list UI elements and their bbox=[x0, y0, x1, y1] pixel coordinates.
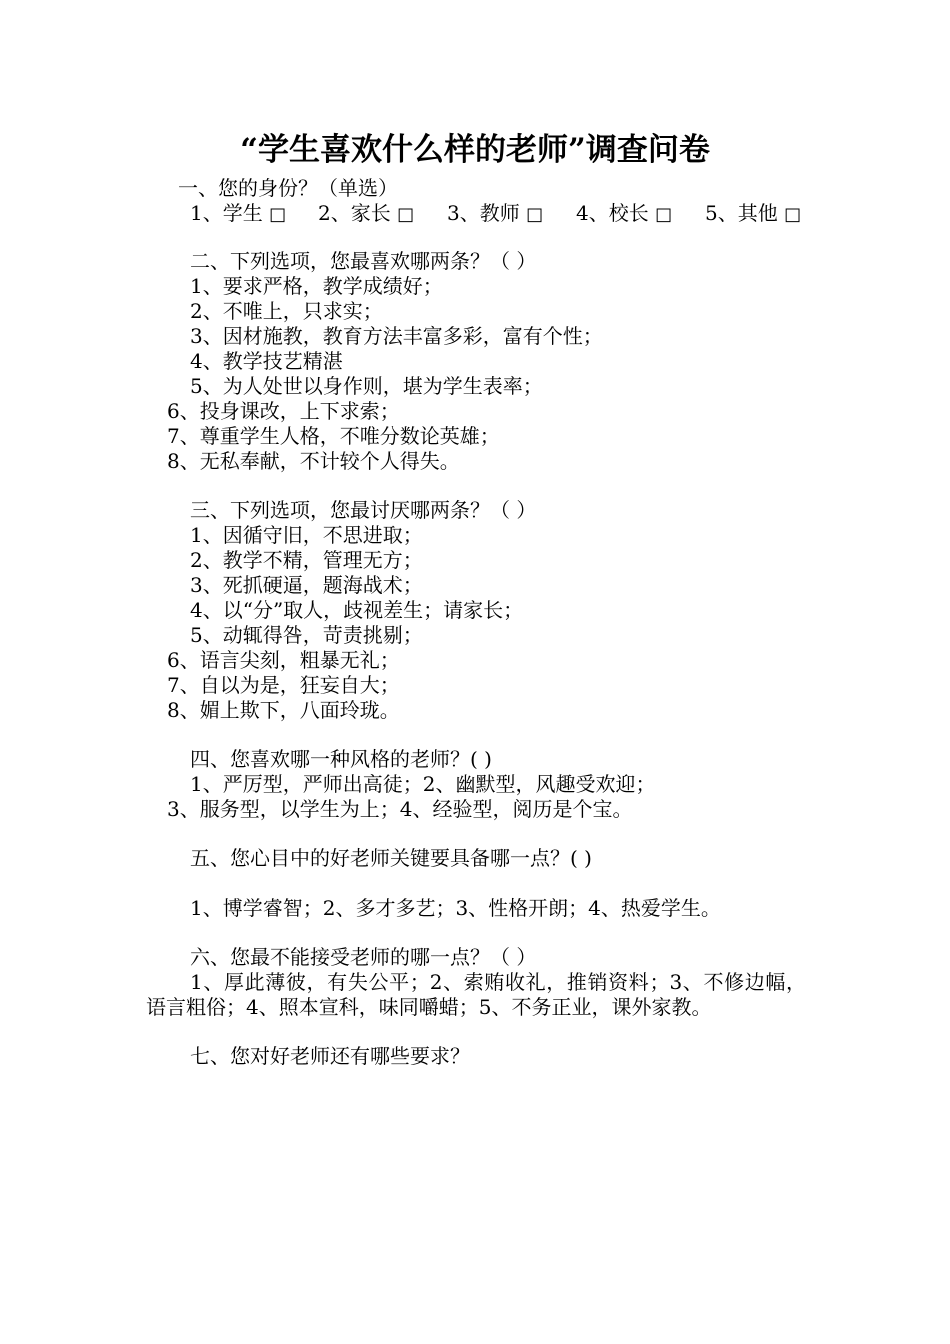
checkbox-icon[interactable]: □ bbox=[526, 204, 544, 225]
list-item: 6、投身课改，上下求索； bbox=[167, 399, 400, 423]
question-4: 四、您喜欢哪一种风格的老师？( ) bbox=[190, 747, 492, 771]
list-item: 4、教学技艺精湛 bbox=[190, 349, 343, 373]
list-item: 1、严厉型，严师出高徒；2、幽默型，风趣受欢迎； bbox=[190, 772, 656, 796]
option-principal[interactable]: 4、校长 □ bbox=[576, 201, 673, 225]
list-item: 7、尊重学生人格，不唯分数论英雄； bbox=[167, 424, 500, 448]
question-3: 三、下列选项，您最讨厌哪两条？（ ） bbox=[190, 498, 537, 522]
checkbox-icon[interactable]: □ bbox=[397, 204, 415, 225]
list-item: 8、媚上欺下，八面玲珑。 bbox=[167, 698, 400, 722]
question-6-options: 1、厚此薄彼，有失公平；2、索贿收礼，推销资料；3、不修边幅，语言粗俗；4、照本宣科，味同嚼蜡；5、不务正业，课外家教。 bbox=[146, 970, 806, 1019]
option-other[interactable]: 5、其他 □ bbox=[705, 201, 802, 225]
question-2: 二、下列选项，您最喜欢哪两条？（ ） bbox=[190, 249, 537, 273]
option-parent[interactable]: 2、家长 □ bbox=[318, 201, 415, 225]
checkbox-icon[interactable]: □ bbox=[655, 204, 673, 225]
question-7: 七、您对好老师还有哪些要求？ bbox=[190, 1044, 470, 1068]
checkbox-icon[interactable]: □ bbox=[269, 204, 287, 225]
option-student[interactable]: 1、学生 □ bbox=[190, 201, 287, 225]
list-item: 1、要求严格，教学成绩好； bbox=[190, 274, 443, 298]
question-1: 一、您的身份？（单选） bbox=[178, 176, 398, 200]
list-item: 4、以“分”取人，歧视差生；请家长； bbox=[190, 598, 524, 622]
question-5: 五、您心目中的好老师关键要具备哪一点？( ) bbox=[190, 846, 592, 870]
list-item: 7、自以为是，狂妄自大； bbox=[167, 673, 400, 697]
list-item: 2、教学不精，管理无方； bbox=[190, 548, 423, 572]
list-item: 1、博学睿智；2、多才多艺；3、性格开朗；4、热爱学生。 bbox=[190, 896, 721, 920]
list-item: 1、因循守旧，不思进取； bbox=[190, 523, 423, 547]
list-item: 3、因材施教，教育方法丰富多彩，富有个性； bbox=[190, 324, 603, 348]
list-item: 2、不唯上，只求实； bbox=[190, 299, 383, 323]
checkbox-icon[interactable]: □ bbox=[784, 204, 802, 225]
list-item: 3、死抓硬逼，题海战术； bbox=[190, 573, 423, 597]
question-6: 六、您最不能接受老师的哪一点？（ ） bbox=[190, 945, 537, 969]
list-item: 5、为人处世以身作则，堪为学生表率； bbox=[190, 374, 543, 398]
list-item: 3、服务型，以学生为上；4、经验型，阅历是个宝。 bbox=[167, 797, 633, 821]
list-item: 5、动辄得咎，苛责挑剔； bbox=[190, 623, 423, 647]
option-teacher[interactable]: 3、教师 □ bbox=[447, 201, 544, 225]
page-title: “学生喜欢什么样的老师”调查问卷 bbox=[240, 132, 710, 168]
list-item: 8、无私奉献，不计较个人得失。 bbox=[167, 449, 460, 473]
list-item: 6、语言尖刻，粗暴无礼； bbox=[167, 648, 400, 672]
